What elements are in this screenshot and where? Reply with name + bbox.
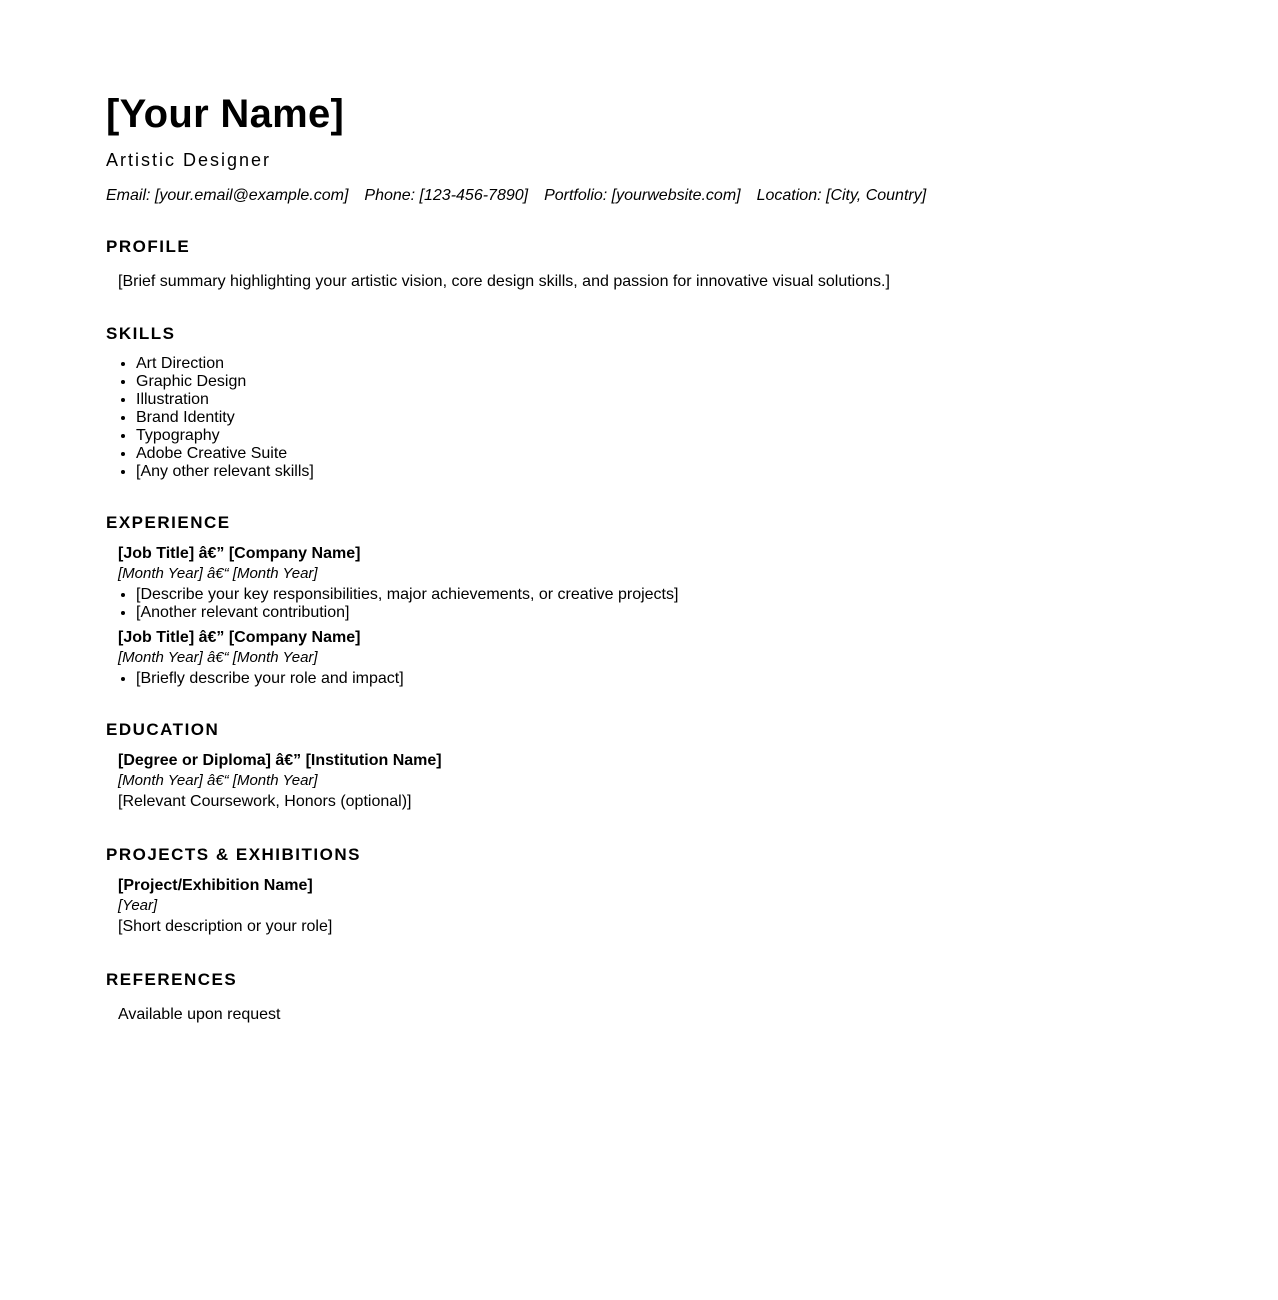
experience-section [106,512,1166,688]
list-item: • Adobe Creative Suite [136,445,1166,463]
skills-section [106,323,1166,481]
section-heading: EXPERIENCE [106,513,231,532]
entry-dates: [Month Year] â€“ [Month Year] [118,565,318,582]
section-heading: PROFILE [106,237,191,256]
entry-dates: [Month Year] â€“ [Month Year] [118,649,318,666]
contact-email: Email: [your.email@example.com] [106,187,349,204]
entry-title: [Project/Exhibition Name] [118,877,313,894]
profile-summary: [Brief summary highlighting your artistic vision, core design skills, and passion for innovative visual solutions.] [118,273,890,290]
list-item: • Graphic Design [136,373,1166,391]
project-entry [118,876,1166,938]
list-item: • [Describe your key responsibilities, major achievements, or creative projects] [136,586,1166,604]
contact-phone: Phone: [123-456-7890] [364,187,529,204]
skills-list [106,355,1166,481]
list-item: • Typography [136,427,1166,445]
list-item: • Art Direction [136,355,1166,373]
experience-entry [118,544,1166,622]
entry-bullets [106,586,1166,622]
entry-dates: [Month Year] â€“ [Month Year] [118,772,318,789]
contact-info [106,186,1166,206]
section-heading: EDUCATION [106,720,220,739]
candidate-name: [Your Name] [106,92,345,136]
job-title: Artistic Designer [106,150,272,170]
entry-description: [Short description or your role] [118,918,333,935]
entry-bullets [106,670,1166,688]
profile-section [106,236,1166,292]
entry-title: [Degree or Diploma] â€” [Institution Name] [118,752,442,769]
list-item: • Illustration [136,391,1166,409]
entry-title: [Job Title] â€” [Company Name] [118,629,361,646]
section-heading: PROJECTS & EXHIBITIONS [106,845,361,864]
contact-portfolio: Portfolio: [yourwebsite.com] [544,187,741,204]
experience-entry [118,628,1166,688]
entry-description: [Relevant Coursework, Honors (optional)] [118,793,412,810]
list-item: • [Briefly describe your role and impact] [136,670,1166,688]
contact-location: Location: [City, Country] [756,187,927,204]
references-text: Available upon request [118,1006,281,1023]
list-item: • [Another relevant contribution] [136,604,1166,622]
entry-title: [Job Title] â€” [Company Name] [118,545,361,562]
projects-section [106,844,1166,938]
resume-page [106,88,1166,1025]
section-heading: REFERENCES [106,970,238,989]
education-entry [118,751,1166,813]
list-item: • Brand Identity [136,409,1166,427]
references-section [106,969,1166,1025]
entry-dates: [Year] [118,897,158,914]
section-heading: SKILLS [106,324,176,343]
education-section [106,719,1166,813]
list-item: • [Any other relevant skills] [136,463,1166,481]
